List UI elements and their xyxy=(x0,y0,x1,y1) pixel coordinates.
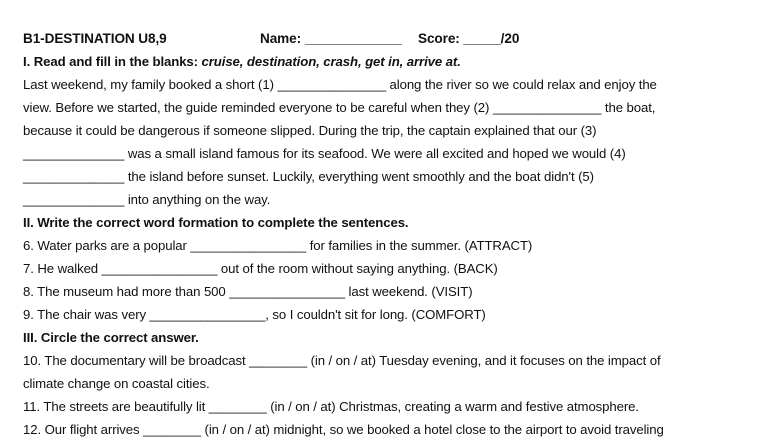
passage-line: because it could be dangerous if someone slipped. During the trip, the captain explained that our (3) xyxy=(23,123,597,138)
question-8: 8. The museum had more than 500 ________________ last weekend. (VISIT) xyxy=(23,284,473,299)
passage-line: ______________ into anything on the way. xyxy=(23,192,271,207)
name-field: Name: _____________ xyxy=(260,31,402,46)
section-1-word-list: cruise, destination, crash, get in, arrive at. xyxy=(201,54,461,69)
section-2-title: II. Write the correct word formation to complete the sentences. xyxy=(23,215,409,230)
worksheet-header xyxy=(23,31,520,47)
question-7: 7. He walked ________________ out of the room without saying anything. (BACK) xyxy=(23,261,498,276)
question-11: 11. The streets are beautifully lit ________ (in / on / at) Christmas, creating a warm and festive atmosphere. xyxy=(23,399,639,414)
passage-line: Last weekend, my family booked a short (1) _______________ along the river so we could relax and enjoy the xyxy=(23,77,657,92)
section-1-heading xyxy=(23,54,461,70)
question-6: 6. Water parks are a popular ________________ for families in the summer. (ATTRACT) xyxy=(23,238,533,253)
question-10: 10. The documentary will be broadcast ________ (in / on / at) Tuesday evening, and it focuses on the impact of xyxy=(23,353,661,368)
question-10-continued: climate change on coastal cities. xyxy=(23,376,210,391)
section-1-title: I. Read and fill in the blanks: xyxy=(23,54,202,69)
passage-line: ______________ was a small island famous for its seafood. We were all excited and hoped we would (4) xyxy=(23,146,626,161)
question-9: 9. The chair was very ________________, so I couldn't sit for long. (COMFORT) xyxy=(23,307,486,322)
question-12: 12. Our flight arrives ________ (in / on / at) midnight, so we booked a hotel close to the airport to avoid traveling xyxy=(23,422,664,437)
section-3-title: III. Circle the correct answer. xyxy=(23,330,199,345)
worksheet-code: B1-DESTINATION U8,9 xyxy=(23,31,167,46)
passage-line: ______________ the island before sunset. Luckily, everything went smoothly and the boat didn't (5) xyxy=(23,169,594,184)
passage-line: view. Before we started, the guide reminded everyone to be careful when they (2) _______________ the boat, xyxy=(23,100,656,115)
score-field: Score: _____/20 xyxy=(418,31,520,46)
